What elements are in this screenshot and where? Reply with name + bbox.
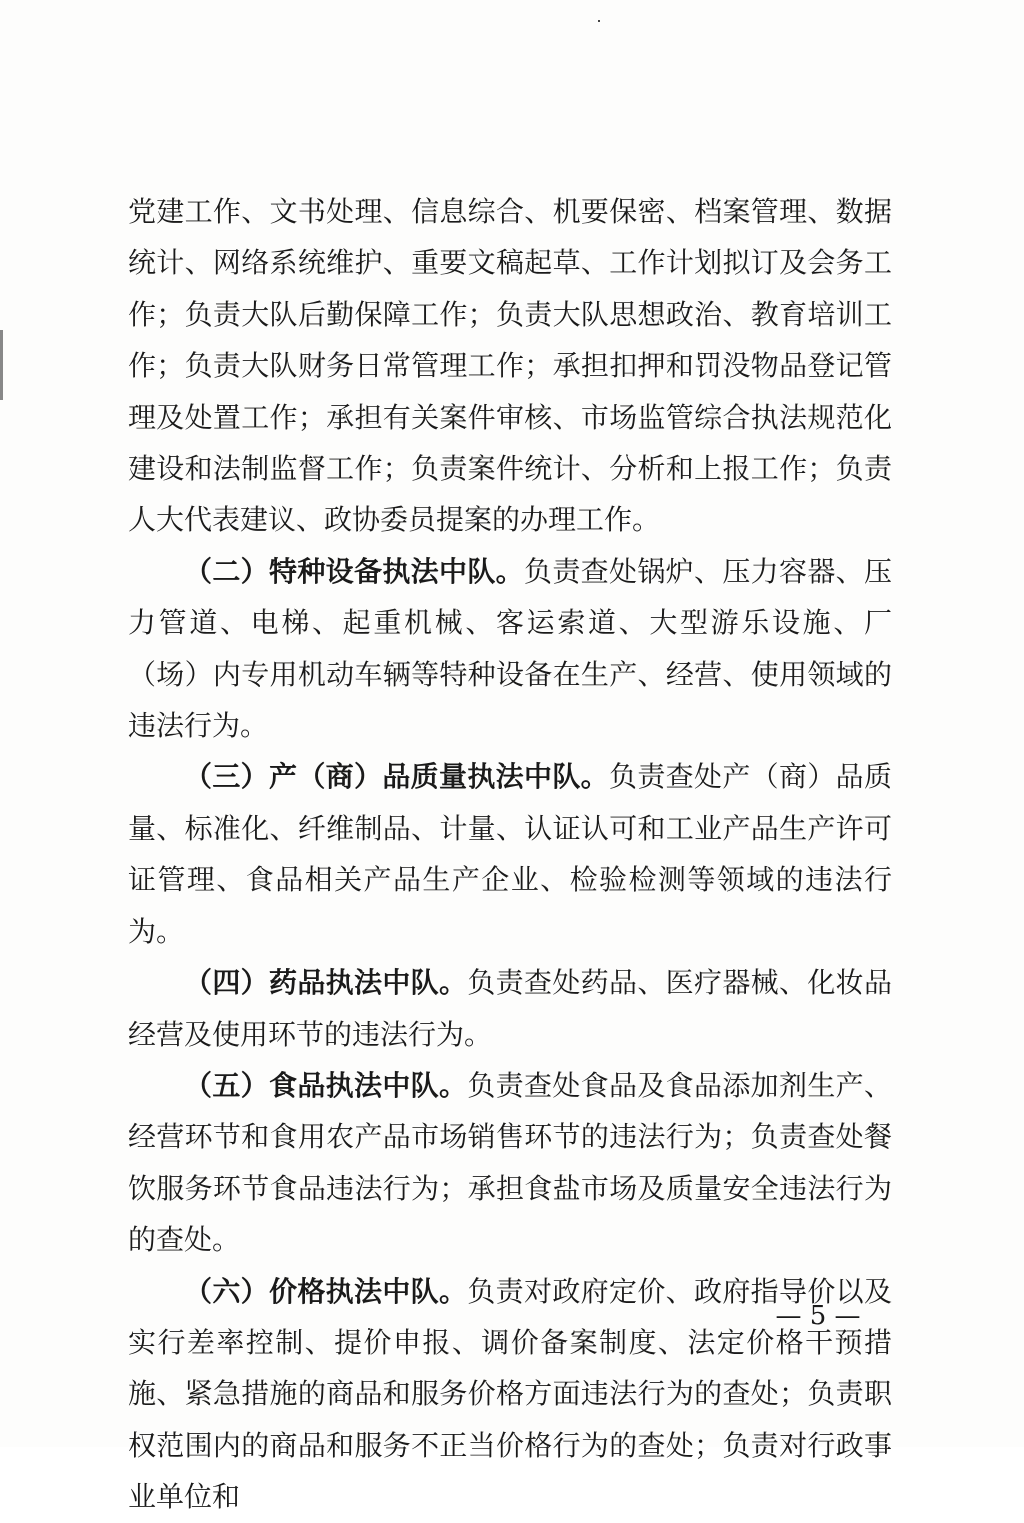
paragraph-food-squad bbox=[128, 1060, 892, 1266]
paragraph-text: 党建工作、文书处理、信息综合、机要保密、档案管理、数据统计、网络系统维护、重要文稿起草、工作计划拟订及会务工作；负责大队后勤保障工作；负责大队思想政治、教育培训工作；负责大队财务日常管理工作；承担扣押和罚没物品登记管理及处置工作；承担有关案件审核、市场监管综合执法规范化建设和法制监督工作；负责案件统计、分析和上报工作；负责人大代表建议、政协委员提案的办理工作。 bbox=[128, 195, 892, 537]
paragraph-continuation bbox=[128, 186, 892, 546]
paragraph-special-equipment-squad bbox=[128, 546, 892, 752]
scan-edge-mark bbox=[0, 330, 3, 400]
paragraph-product-quality-squad bbox=[128, 751, 892, 957]
paragraph-text: 负责查处食品及食品添加剂生产、经营环节和食用农产品市场销售环节的违法行为；负责查处餐饮服务环节食品违法行为；承担食盐市场及质量安全违法行为的查处。 bbox=[128, 1068, 892, 1257]
section-heading: （四）药品执法中队。 bbox=[184, 966, 468, 1000]
paragraph-text: 负责查处产（商）品质量、标准化、纤维制品、计量、认证认可和工业产品生产许可证管理、食品相关产品生产企业、检验检测等领域的违法行为。 bbox=[128, 760, 892, 948]
section-heading: （二）特种设备执法中队。 bbox=[184, 554, 524, 588]
scan-speck bbox=[598, 20, 600, 22]
paragraph-text: 负责查处锅炉、压力容器、压力管道、电梯、起重机械、客运索道、大型游乐设施、厂（场）内专用机动车辆等特种设备在生产、经营、使用领域的违法行为。 bbox=[128, 554, 892, 743]
section-heading: （三）产（商）品质量执法中队。 bbox=[184, 760, 609, 794]
paragraph-text: 负责对政府定价、政府指导价以及实行差率控制、提价申报、调价备案制度、法定价格干预措施、紧急措施的商品和服务价格方面违法行为的查处；负责职权范围内的商品和服务不正当价格行为的查处；负责对行政事业单位和 bbox=[128, 1274, 892, 1514]
paragraph-text: 负责查处药品、医疗器械、化妆品经营及使用环节的违法行为。 bbox=[128, 966, 892, 1051]
paragraph-drug-squad bbox=[128, 957, 892, 1060]
section-heading: （五）食品执法中队。 bbox=[184, 1068, 468, 1102]
section-heading: （六）价格执法中队。 bbox=[184, 1274, 468, 1308]
page-number: — 5 — bbox=[775, 1301, 861, 1331]
